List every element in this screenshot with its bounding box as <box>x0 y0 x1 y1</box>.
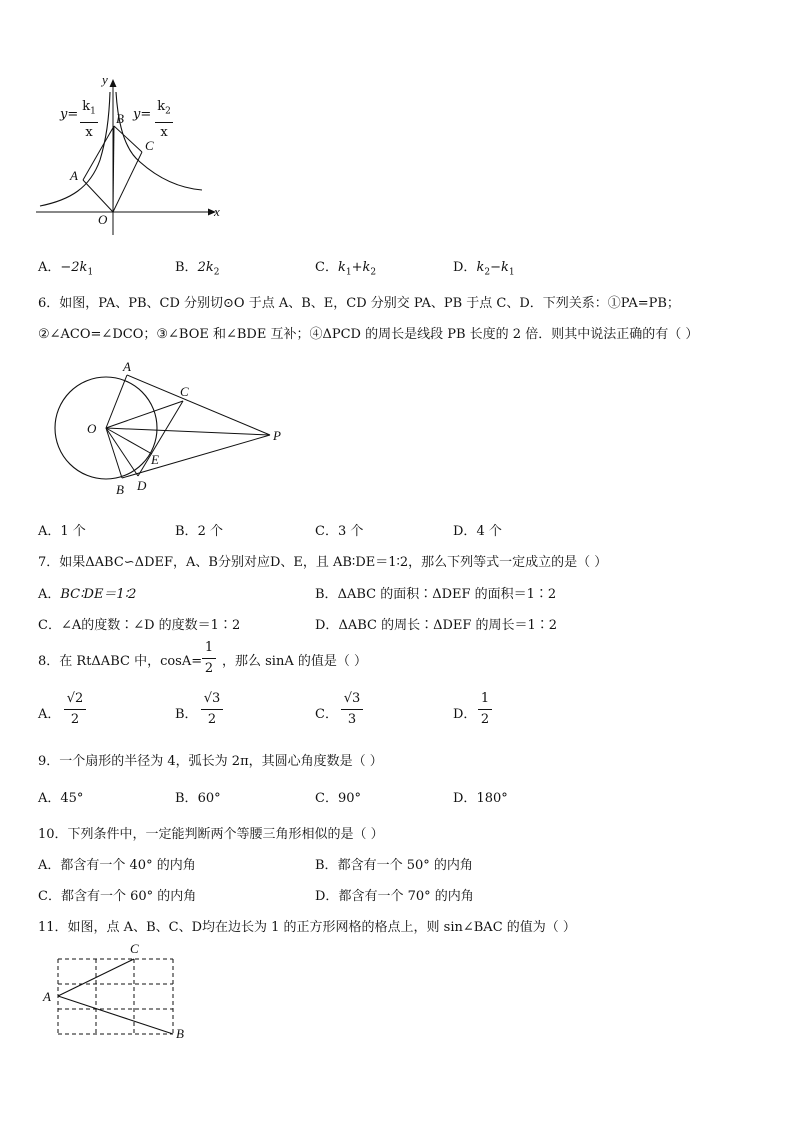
q11-stem: 11．如图，点 A、B、C、D均在边长为 1 的正方形网格的格点上，则 sin∠BAC 的值为（ ） <box>38 920 576 935</box>
y-axis-label: y <box>102 72 108 87</box>
curve1-y-label: y= <box>60 107 79 122</box>
x-axis-label: x <box>214 204 220 219</box>
q8-frac-den: 2 <box>204 661 214 676</box>
q5-option-a[interactable]: A．$-2k_1$ <box>38 260 94 278</box>
q8-option-a-value[interactable]: √2 2 <box>64 690 86 729</box>
q6-label-o: O <box>87 421 97 436</box>
q7-stem: 7．如果ΔABC∽ΔDEF，A、B分别对应D、E，且 AB∶DE＝1∶2，那么下列等式一定成立的是（ ） <box>38 555 608 570</box>
q6-label-b: B <box>116 482 124 497</box>
q6-label-e: E <box>151 452 159 467</box>
curve2-den: x <box>160 124 168 140</box>
q8-frac-num: 1 <box>204 640 214 655</box>
q6-stem-line2: ②∠ACO=∠DCO；③∠BOE 和∠BDE 互补；④ΔPCD 的周长是线段 PB 长度的 2 倍．则其中说法正确的有（ ） <box>38 327 699 342</box>
q5-option-b[interactable]: B．$2k_2$ <box>175 260 220 278</box>
q9-option-d[interactable]: D．180° <box>453 791 508 806</box>
q9-option-a[interactable]: A．45° <box>38 791 84 806</box>
q5-option-d[interactable]: D．$k_2-k_1$ <box>453 260 515 278</box>
q6-label-d: D <box>137 478 147 493</box>
q10-stem: 10．下列条件中，一定能判断两个等腰三角形相似的是（ ） <box>38 827 384 842</box>
q5-hyperbola-figure <box>30 70 230 250</box>
point-a-label: A <box>70 168 78 183</box>
q7-option-c[interactable]: C．∠A的度数∶∠D 的度数＝1∶2 <box>38 618 241 633</box>
q11-label-c: C <box>130 941 139 956</box>
curve2-num: k <box>157 99 166 114</box>
q8-option-b-value[interactable]: √3 2 <box>201 690 223 729</box>
q8-option-c-label[interactable]: C． <box>315 707 338 722</box>
q10-option-b[interactable]: B．都含有一个 50° 的内角 <box>315 858 473 873</box>
point-c-label: C <box>145 138 154 153</box>
q5-option-c[interactable]: C．$k_1+k_2$ <box>315 260 377 278</box>
q8-stem-prefix: 8．在 RtΔABC 中，cosA= <box>38 654 203 669</box>
q8-option-a-label[interactable]: A． <box>38 707 61 722</box>
curve2-y-label: y= <box>133 107 152 122</box>
q10-option-d[interactable]: D．都含有一个 70° 的内角 <box>315 889 474 904</box>
curve1-num: k <box>82 99 91 114</box>
q6-stem-line1: 6．如图，PA、PB、CD 分别切⊙O 于点 A、B、E，CD 分别交 PA、PB 于点 C、D．下列关系：①PA=PB； <box>38 296 680 311</box>
q11-label-b: B <box>176 1026 184 1041</box>
q6-label-p: P <box>273 428 281 443</box>
q10-option-a[interactable]: A．都含有一个 40° 的内角 <box>38 858 196 873</box>
q6-option-b[interactable]: B．2 个 <box>175 524 223 539</box>
curve1-fraction <box>80 98 98 142</box>
q6-label-c: C <box>180 384 189 399</box>
curve2-sub: 2 <box>165 106 171 117</box>
q7-option-a[interactable]: A．BC∶DE＝1∶2 <box>38 587 137 602</box>
q8-option-c-value[interactable]: √3 3 <box>341 690 363 729</box>
q6-label-a: A <box>123 359 131 374</box>
q6-option-c[interactable]: C．3 个 <box>315 524 364 539</box>
q10-option-c[interactable]: C．都含有一个 60° 的内角 <box>38 889 197 904</box>
q6-option-a[interactable]: A．1 个 <box>38 524 86 539</box>
curve1-sub: 1 <box>90 106 96 117</box>
q8-option-b-label[interactable]: B． <box>175 707 198 722</box>
q11-grid-figure <box>40 940 200 1045</box>
q9-option-b[interactable]: B．60° <box>175 791 221 806</box>
q6-option-d[interactable]: D．4 个 <box>453 524 502 539</box>
q8-option-d-label[interactable]: D． <box>453 707 477 722</box>
q7-option-d[interactable]: D．ΔABC 的周长∶ΔDEF 的周长＝1∶2 <box>315 618 558 633</box>
q8-cos-fraction <box>202 639 216 678</box>
q8-option-d-value[interactable]: 1 2 <box>478 690 492 729</box>
origin-label: O <box>98 212 108 227</box>
q9-stem: 9．一个扇形的半径为 4，弧长为 2π，其圆心角度数是（ ） <box>38 754 383 769</box>
curve2-fraction <box>155 98 173 142</box>
q11-label-a: A <box>43 989 51 1004</box>
q6-circle-tangent-figure <box>50 360 290 500</box>
curve1-den: x <box>85 124 93 140</box>
point-b-label: B <box>116 111 124 126</box>
q9-option-c[interactable]: C．90° <box>315 791 361 806</box>
q8-stem-suffix: ，那么 sinA 的值是（ ） <box>222 654 367 669</box>
q7-option-b[interactable]: B．ΔABC 的面积∶ΔDEF 的面积＝1∶2 <box>315 587 557 602</box>
